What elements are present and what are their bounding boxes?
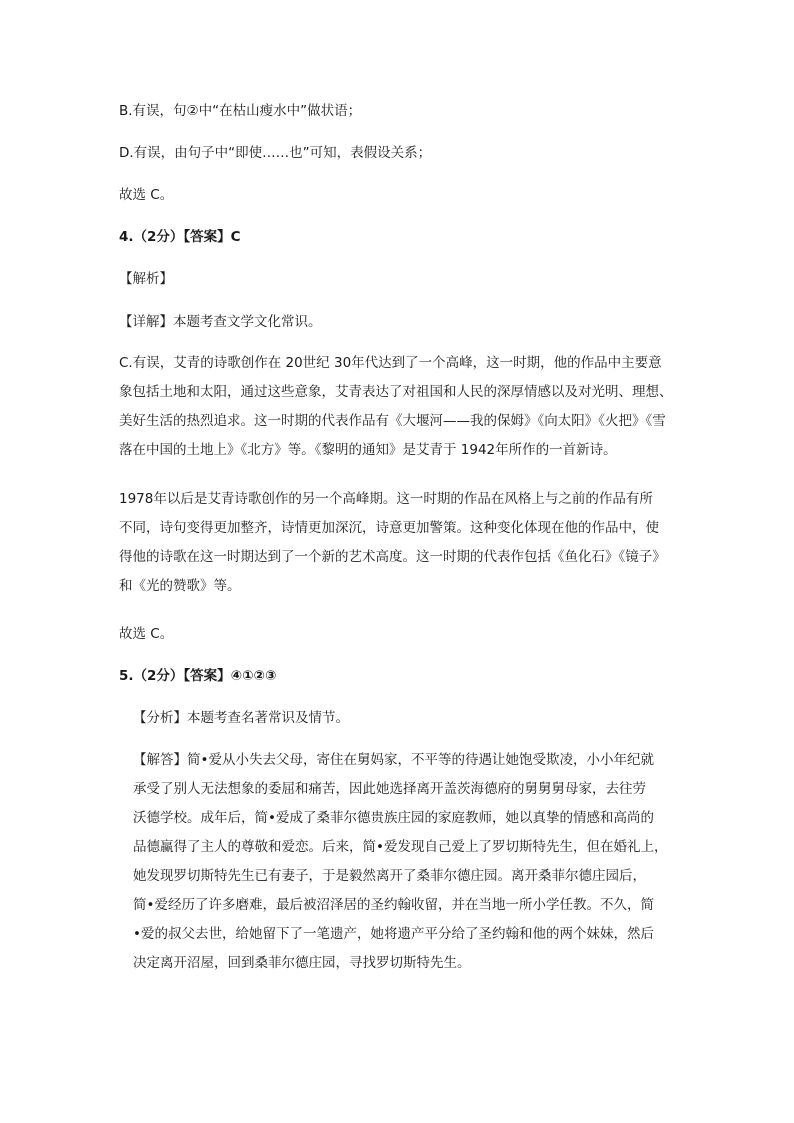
text-line: 【详解】本题考查文学文化常识。 xyxy=(119,314,322,330)
text-line: 【分析】本题考查名著常识及情节。 xyxy=(133,710,349,726)
text-line: 沃德学校。成年后，简•爱成了桑菲尔德贵族庄园的家庭教师，她以真挚的情感和高尚的 xyxy=(133,810,654,826)
option-d-analysis xyxy=(119,139,689,168)
option-c-paragraph xyxy=(119,349,689,465)
question-5-answer xyxy=(119,662,689,691)
text-line: 落在中国的土地上》《北方》等。《黎明的通知》是艾青于 1942年所作的一首新诗。 xyxy=(119,442,617,458)
answer-choice xyxy=(119,181,689,210)
text-line: 【解析】 xyxy=(119,271,173,287)
analysis-heading xyxy=(119,265,689,294)
text-line: 故选 C。 xyxy=(119,626,174,642)
text-line: 得他的诗歌在这一时期达到了一个新的艺术高度。这一时期的代表作包括《鱼化石》《镜子》 xyxy=(119,549,666,565)
text-line: 简•爱经历了许多磨难，最后被沼泽居的圣约翰收留，并在当地一所小学任教。不久，简 xyxy=(133,897,654,913)
text-line: B.有误，句②中“在枯山瘦水中”做状语； xyxy=(119,103,362,119)
option-b-analysis xyxy=(119,97,689,126)
text-line: 故选 C。 xyxy=(119,187,174,203)
text-line: 和《光的赞歌》等。 xyxy=(119,578,241,594)
text-line: 【解答】简•爱从小失去父母，寄住在舅妈家，不平等的待遇让她饱受欺凌，小小年纪就 xyxy=(133,752,654,768)
answer-choice xyxy=(119,620,689,649)
detail-explanation xyxy=(119,308,689,337)
text-line: 她发现罗切斯特先生已有妻子，于是毅然离开了桑菲尔德庄园。离开桑菲尔德庄园后， xyxy=(133,868,646,884)
text-line: 决定离开沼屋，回到桑菲尔德庄园，寻找罗切斯特先生。 xyxy=(133,955,471,971)
text-line: C.有误，艾青的诗歌创作在 20世纪 30年代达到了一个高峰，这一时期，他的作品中主要意 xyxy=(119,355,662,371)
solution-paragraph xyxy=(133,746,689,978)
text-line: 美好生活的热烈追求。这一时期的代表作品有《大堰河——我的保姆》《向太阳》《火把》《雪 xyxy=(119,413,666,429)
text-line: 品德赢得了主人的尊敬和爱恋。后来，简•爱发现自己爱上了罗切斯特先生，但在婚礼上， xyxy=(133,839,668,855)
text-line: 5.（2分）【答案】④①②③ xyxy=(119,668,277,684)
text-line: 承受了别人无法想象的委屈和痛苦，因此她选择离开盖茨海德府的舅舅舅母家，去往劳 xyxy=(133,781,646,797)
text-line: •爱的叔父去世，给她留下了一笔遗产，她将遗产平分给了圣约翰和他的两个妹妹，然后 xyxy=(133,926,654,942)
text-line: D.有误，由句子中“即使……也”可知，表假设关系； xyxy=(119,145,432,161)
question-4-answer xyxy=(119,223,689,252)
text-line: 4.（2分）【答案】C xyxy=(119,229,241,245)
text-line: 象包括土地和太阳，通过这些意象，艾青表达了对祖国和人民的深厚情感以及对光明、理想、 xyxy=(119,384,673,400)
text-line: 1978年以后是艾青诗歌创作的另一个高峰期。这一时期的作品在风格上与之前的作品有所 xyxy=(119,491,653,507)
analysis-heading xyxy=(133,704,689,733)
later-period-paragraph xyxy=(119,485,689,601)
text-line: 不同，诗句变得更加整齐，诗情更加深沉，诗意更加警策。这种变化体现在他的作品中，使 xyxy=(119,520,659,536)
